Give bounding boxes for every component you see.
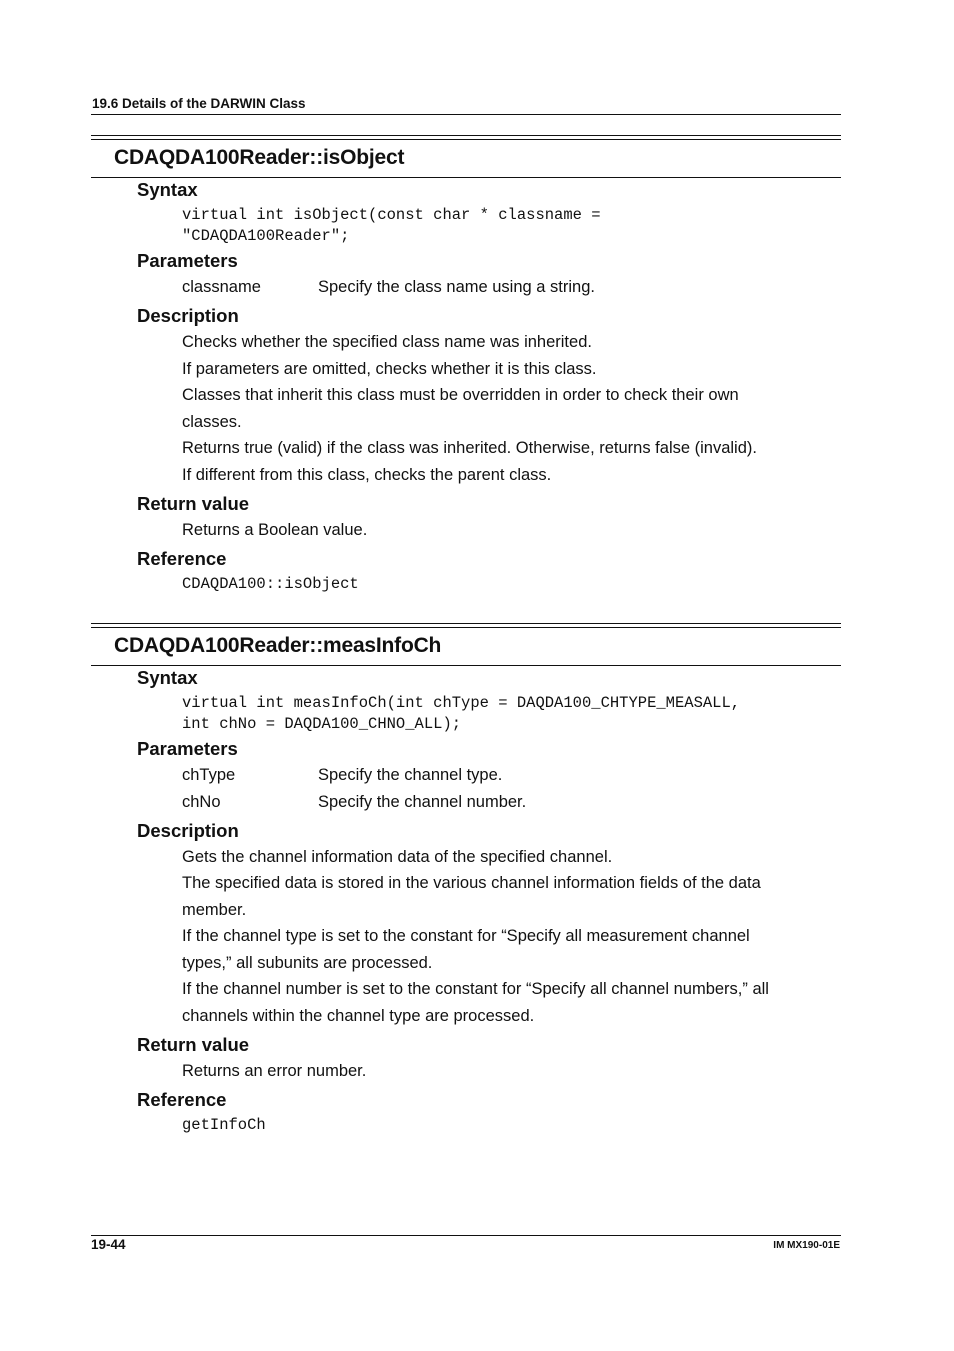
description-line: The specified data is stored in the various channel information fields of the data: [182, 874, 761, 892]
param-desc: Specify the class name using a string.: [318, 278, 595, 296]
return-value-heading: Return value: [137, 493, 250, 514]
description-heading: Description: [137, 305, 239, 326]
description-line: If the channel type is set to the constant for “Specify all measurement channel: [182, 927, 750, 945]
syntax-line: "CDAQDA100Reader";: [182, 227, 350, 245]
reference-text: CDAQDA100::isObject: [182, 575, 359, 593]
param-desc: Specify the channel number.: [318, 793, 527, 811]
description-line: If parameters are omitted, checks whether it is this class.: [182, 360, 597, 378]
section-rule-top: [91, 627, 841, 628]
section-title: CDAQDA100Reader::isObject: [114, 146, 405, 169]
running-header: 19.6 Details of the DARWIN Class: [92, 96, 306, 111]
footer-rule: [91, 1235, 841, 1236]
param-name: chType: [182, 766, 236, 784]
syntax-line: int chNo = DAQDA100_CHNO_ALL);: [182, 715, 462, 733]
description-line: channels within the channel type are processed.: [182, 1007, 535, 1025]
description-line: Gets the channel information data of the specified channel.: [182, 848, 613, 866]
section-title: CDAQDA100Reader::measInfoCh: [114, 634, 442, 657]
description-line: types,” all subunits are processed.: [182, 954, 433, 972]
description-line: member.: [182, 901, 247, 919]
section-rule-top: [91, 135, 841, 136]
return-value-heading: Return value: [137, 1034, 250, 1055]
param-desc: Specify the channel type.: [318, 766, 503, 784]
return-value-text: Returns a Boolean value.: [182, 521, 368, 539]
section-rule-bottom: [91, 177, 841, 178]
parameters-heading: Parameters: [137, 250, 238, 271]
description-line: classes.: [182, 413, 242, 431]
header-rule: [91, 114, 841, 115]
syntax-heading: Syntax: [137, 667, 198, 688]
description-line: Checks whether the specified class name was inherited.: [182, 333, 592, 351]
reference-heading: Reference: [137, 548, 227, 569]
description-line: Returns true (valid) if the class was inherited. Otherwise, returns false (invalid).: [182, 439, 757, 457]
syntax-heading: Syntax: [137, 179, 198, 200]
syntax-line: virtual int measInfoCh(int chType = DAQDA100_CHTYPE_MEASALL,: [182, 694, 741, 712]
syntax-line: virtual int isObject(const char * classname =: [182, 206, 601, 224]
description-heading: Description: [137, 820, 239, 841]
reference-text: getInfoCh: [182, 1116, 266, 1134]
page-number: 19-44: [91, 1237, 126, 1252]
section-rule-bottom: [91, 665, 841, 666]
reference-heading: Reference: [137, 1089, 227, 1110]
return-value-text: Returns an error number.: [182, 1062, 367, 1080]
parameters-heading: Parameters: [137, 738, 238, 759]
param-name: classname: [182, 278, 261, 296]
param-name: chNo: [182, 793, 221, 811]
document-id: IM MX190-01E: [773, 1240, 840, 1251]
description-line: Classes that inherit this class must be overridden in order to check their own: [182, 386, 739, 404]
section-rule-top: [91, 623, 841, 624]
description-line: If different from this class, checks the parent class.: [182, 466, 552, 484]
section-rule-top: [91, 139, 841, 140]
description-line: If the channel number is set to the constant for “Specify all channel numbers,” all: [182, 980, 769, 998]
